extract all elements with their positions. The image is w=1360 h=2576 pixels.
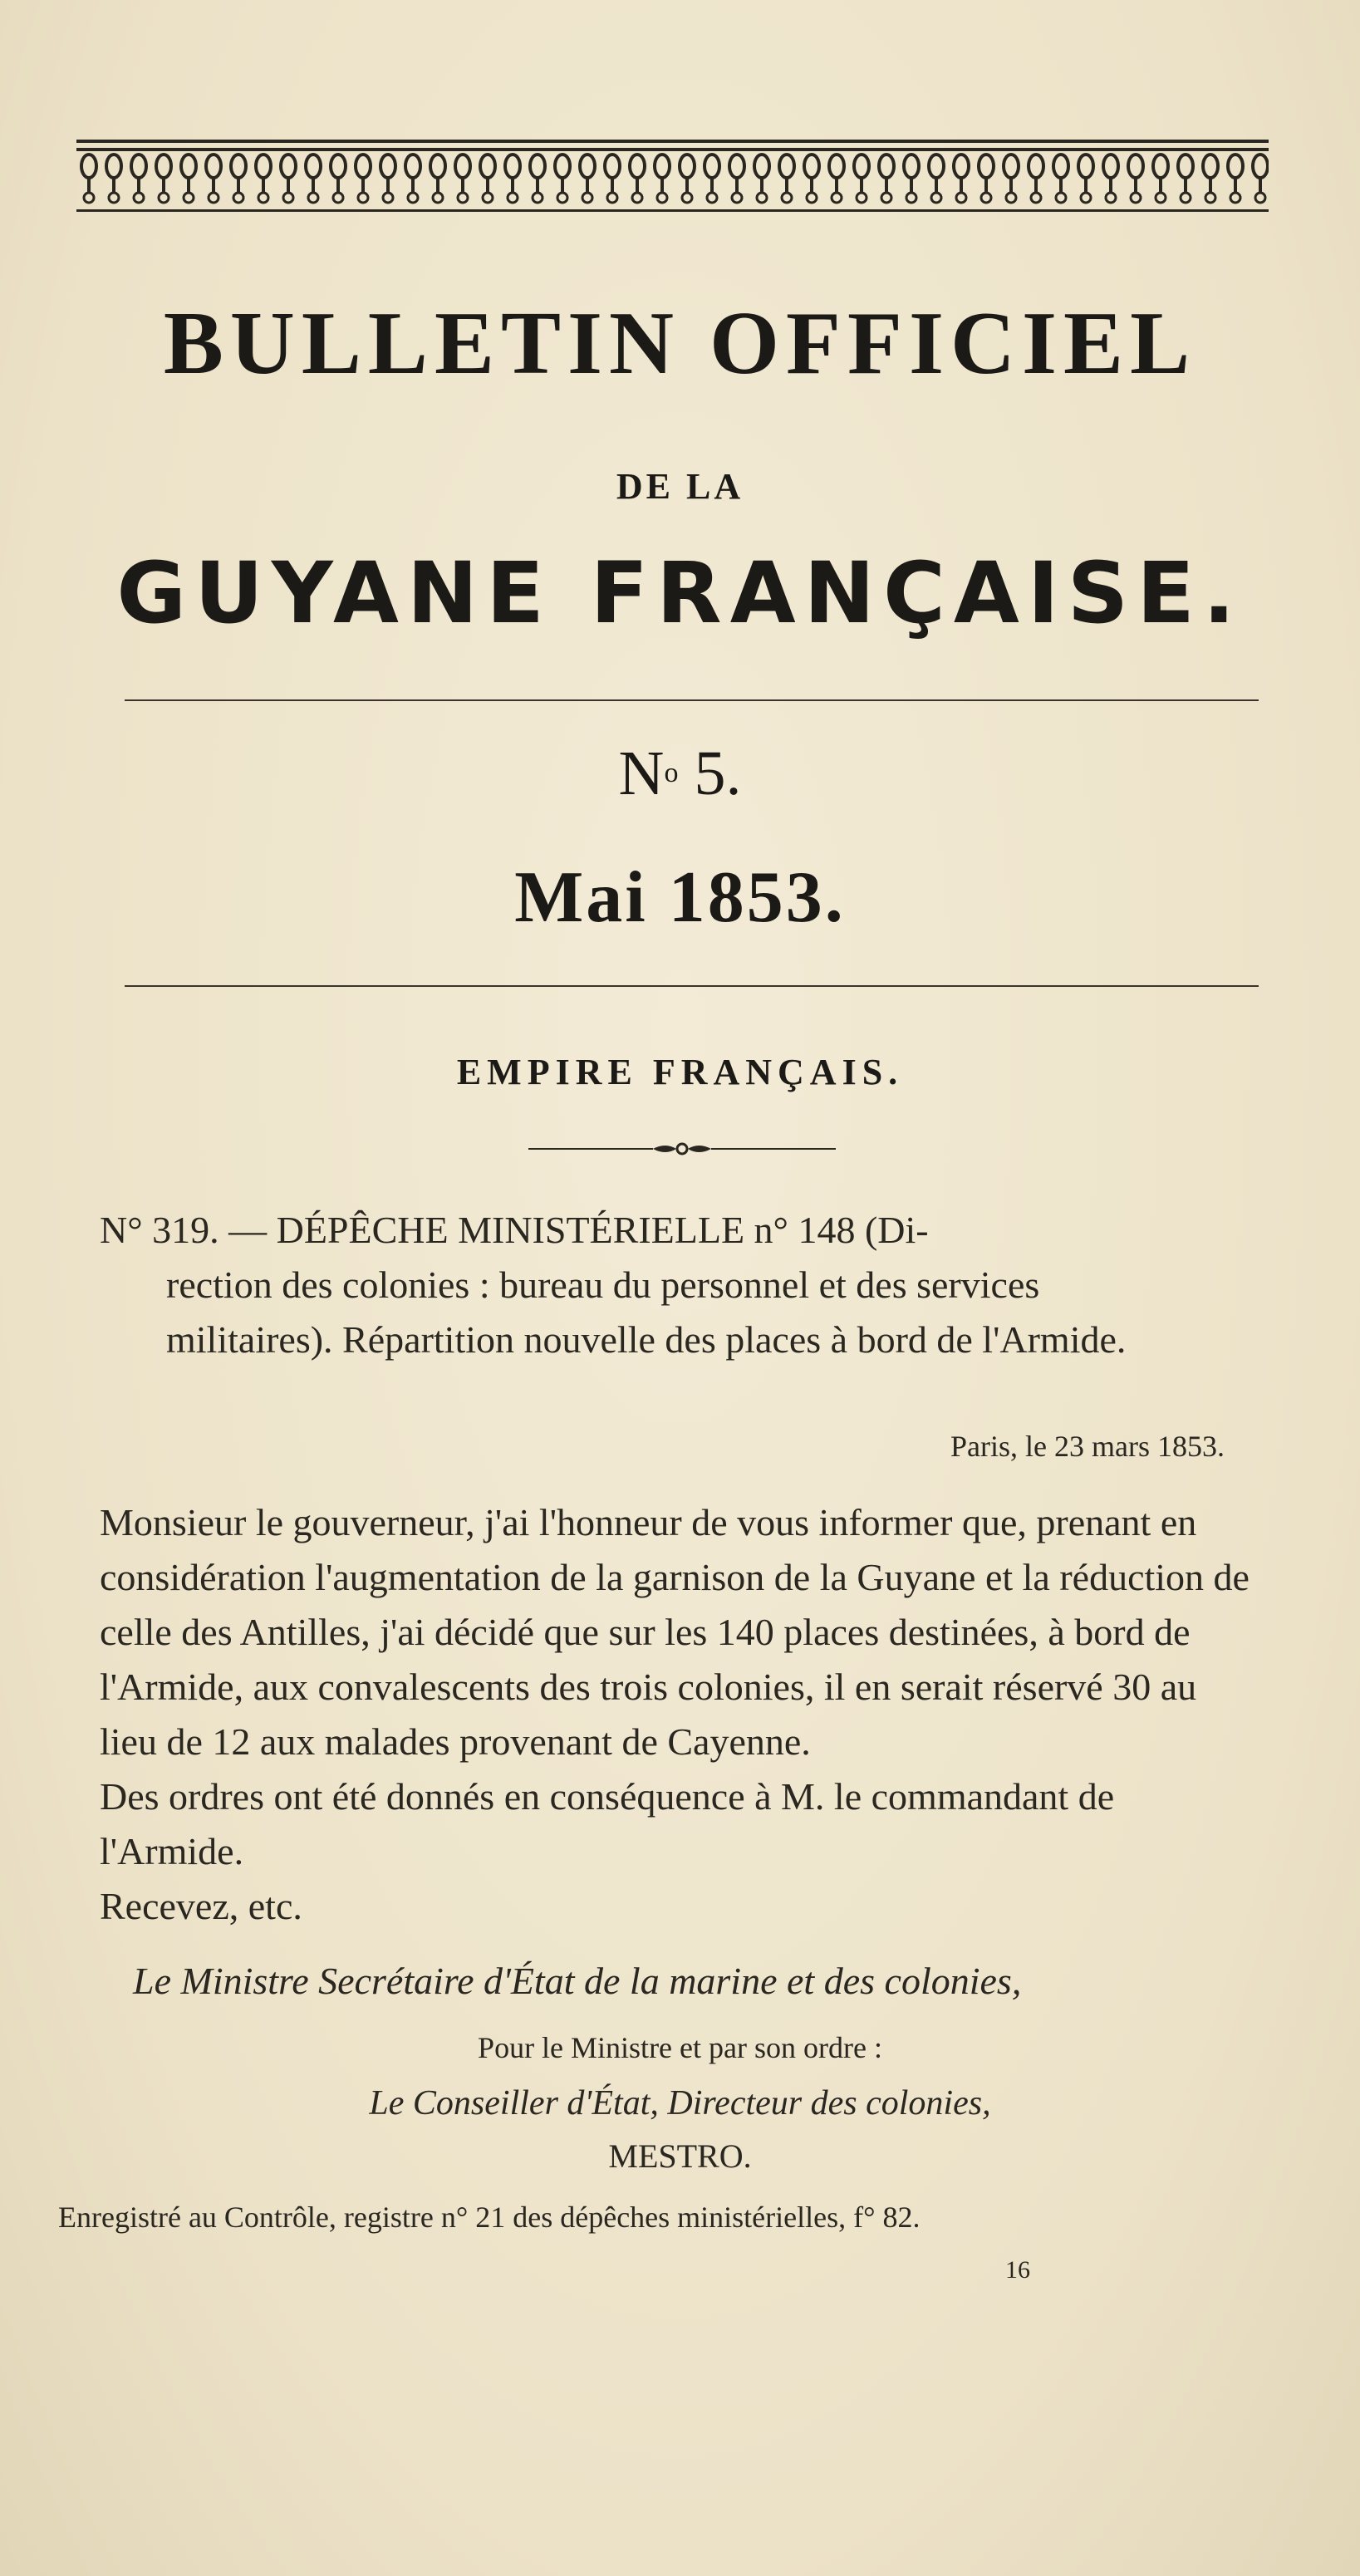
heading-line: N° 319. — DÉPÊCHE MINISTÉRIELLE n° 148 (Di- — [100, 1209, 929, 1251]
issue-number: $N^o$ 5. — [618, 738, 742, 808]
signatory-name: MESTRO. — [608, 2137, 752, 2175]
divider-rule — [125, 699, 1259, 701]
letter-body — [100, 1495, 1263, 1934]
ornamental-header-band — [76, 140, 1269, 213]
page-number: 16 — [1005, 2256, 1030, 2284]
counsellor-title: Le Conseiller d'État, Directeur des colonies, — [369, 2084, 991, 2122]
heading-line: rection des colonies : bureau du personnel et des services — [166, 1263, 1040, 1306]
place-date: Paris, le 23 mars 1853. — [950, 1430, 1225, 1463]
dispatch-heading — [100, 1203, 1263, 1367]
letter-paragraph: Monsieur le gouverneur, j'ai l'honneur de vous informer que, prenant en considération l'augmentation de la garnison de la Guyane et la réduction de celle des Antilles, j'ai décidé que sur les 140 places destinées, à bord de l'Armide, aux convalescents des trois colonies, il en serait réservé 30 au lieu de 12 aux malades provenant de Cayenne. — [100, 1501, 1250, 1763]
heading-line: militaires). Répartition nouvelle des places à bord de l'Armide. — [166, 1318, 1127, 1361]
masthead-colony: GUYANE FRANÇAISE. — [116, 544, 1244, 643]
issue-month-year: Mai 1853. — [514, 857, 846, 938]
for-minister-line: Pour le Ministre et par son ordre : — [478, 2031, 882, 2064]
masthead-de-la: DE LA — [616, 466, 744, 507]
flourish-ornament — [528, 1140, 836, 1158]
section-heading: EMPIRE FRANÇAIS. — [456, 1052, 904, 1092]
letter-paragraph: Des ordres ont été donnés en conséquence à M. le commandant de l'Armide. — [100, 1775, 1115, 1872]
letter-paragraph: Recevez, etc. — [100, 1885, 302, 1927]
registration-note: Enregistré au Contrôle, registre n° 21 des dépêches ministérielles, f° 82. — [58, 2201, 921, 2234]
masthead-title: BULLETIN OFFICIEL — [163, 294, 1197, 393]
divider-rule — [125, 985, 1259, 987]
minister-signature: Le Ministre Secrétaire d'État de la marine et des colonies, — [133, 1960, 1022, 2002]
